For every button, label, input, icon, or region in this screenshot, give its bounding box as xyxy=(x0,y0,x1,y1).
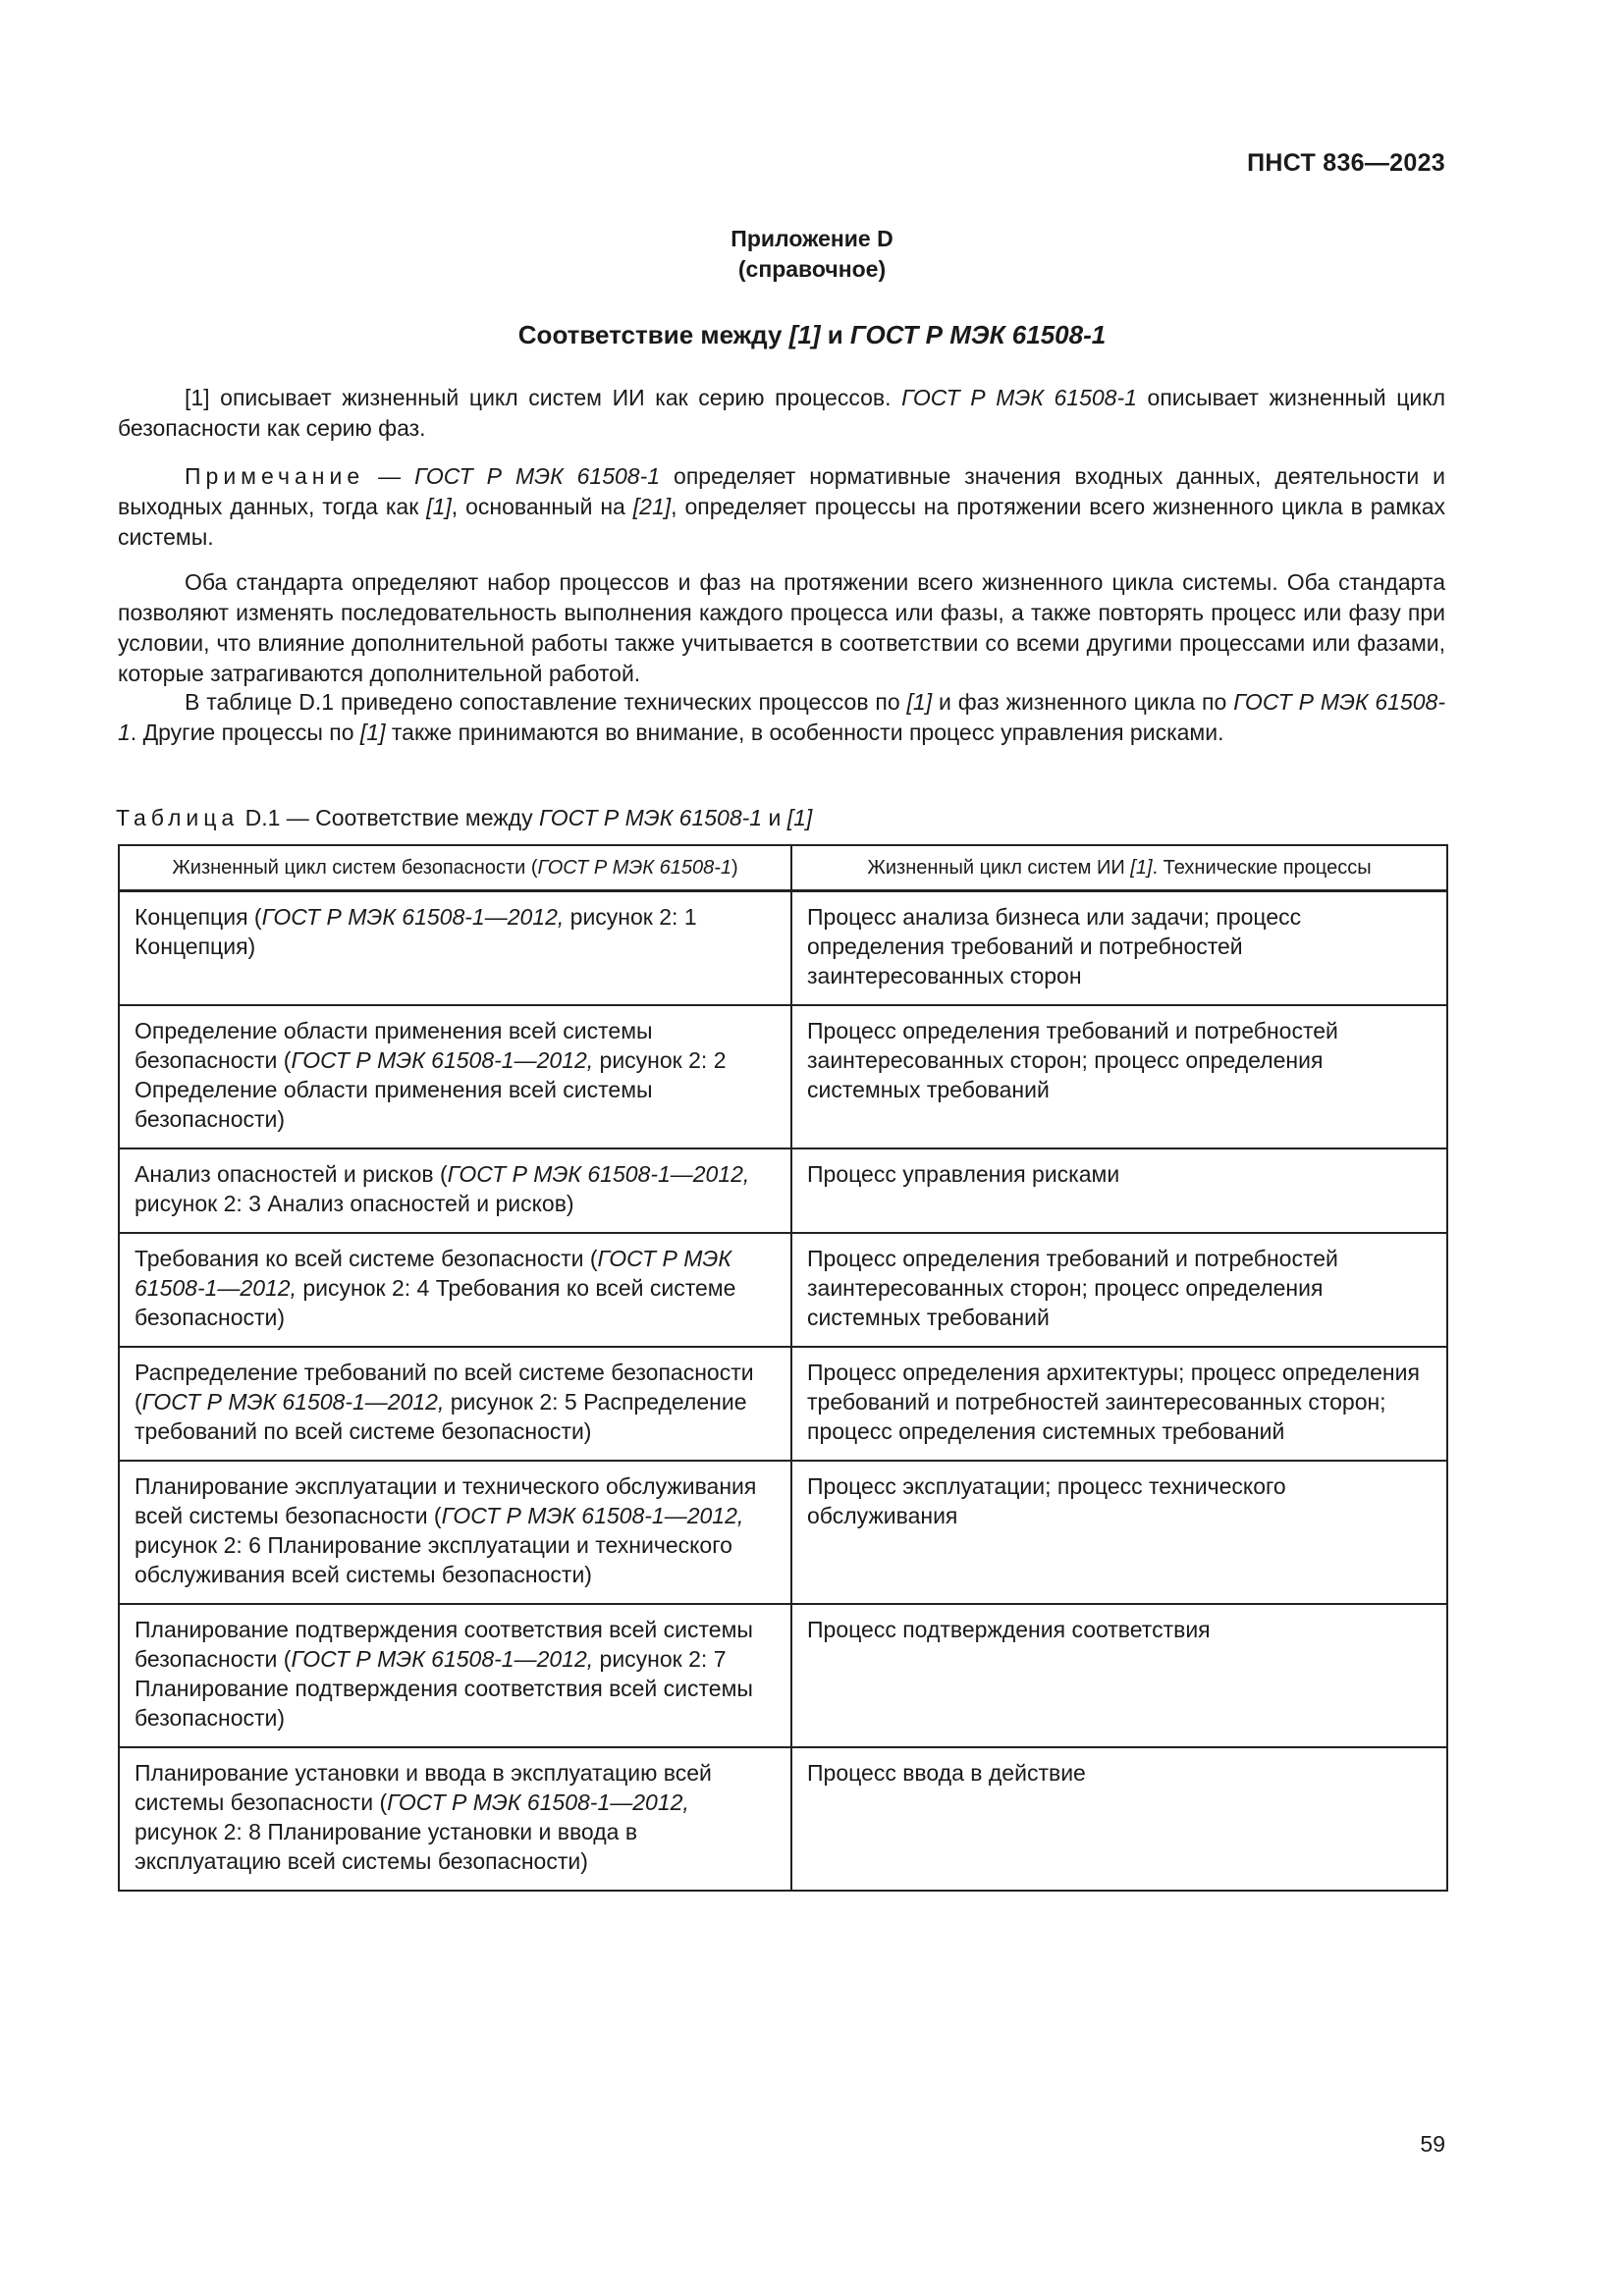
appendix-heading xyxy=(0,224,1624,285)
p4-text-a: В таблице D.1 приведено сопоставление технических процессов по xyxy=(185,689,907,715)
cell-text: рисунок 2: 6 Планирование эксплуатации и технического обслуживания всей системы безопасности) xyxy=(135,1532,732,1587)
ai-process-cell: Процесс определения требований и потребностей заинтересованных сторон; процесс определения системных требований xyxy=(791,1233,1447,1347)
p1-text-c: описывает жизненный цикл безопасности как серию фаз. xyxy=(118,385,1446,441)
table-caption-label: Таблица xyxy=(116,805,240,830)
document-code: ПНСТ 836—2023 xyxy=(1247,149,1445,177)
header2-ref: [1] xyxy=(1130,857,1153,879)
table-caption-std: ГОСТ Р МЭК 61508-1 xyxy=(538,805,763,830)
safety-lifecycle-cell xyxy=(119,1148,791,1233)
cell-std-ref: ГОСТ Р МЭК 61508-1—2012, xyxy=(291,1047,594,1073)
note-ref-21: [21] xyxy=(632,494,672,519)
cell-std-ref: ГОСТ Р МЭК 61508-1—2012, xyxy=(447,1161,750,1187)
table-caption-text: D.1 — Соответствие между xyxy=(239,805,539,830)
note-text-d: , основанный на xyxy=(451,494,633,519)
paragraph-standards: Оба стандарта определяют набор процессов и фаз на протяжении всего жизненного цикла системы. Оба стандарта позволяют изменять последовательность выполнения каждого процесса или фазы, а также повторять процесс или фазу при условии, что влияние дополнительной работы также учитывается в соответствии со всеми другими процессами или фазами, которые затрагиваются дополнительной работой. xyxy=(118,569,1445,686)
cell-std-ref: ГОСТ Р МЭК 61508-1—2012, xyxy=(387,1789,689,1815)
p4-std-ref: ГОСТ Р МЭК 61508-1 xyxy=(118,689,1445,745)
table-header-row xyxy=(119,845,1447,891)
appendix-label: Приложение D xyxy=(731,226,893,251)
cell-std-ref: ГОСТ Р МЭК 61508-1—2012, xyxy=(261,904,565,930)
cell-text: рисунок 2: 7 Планирование подтверждения соответствия всей системы безопасности) xyxy=(135,1646,753,1731)
cell-text: рисунок 2: 3 Анализ опасностей и рисков) xyxy=(135,1191,574,1216)
cell-text: рисунок 2: 4 Требования ко всей системе безопасности) xyxy=(135,1275,736,1330)
cell-text: рисунок 2: 8 Планирование установки и ввода в эксплуатацию всей системы безопасности) xyxy=(135,1819,638,1874)
table-row xyxy=(119,1005,1447,1148)
p1-text-a: [1] описывает жизненный цикл систем ИИ как серию процессов. xyxy=(185,385,902,410)
page-number: 59 xyxy=(1420,2131,1445,2157)
header1-c: ) xyxy=(731,857,738,879)
cell-std-ref: ГОСТ Р МЭК 61508-1—2012, xyxy=(141,1389,445,1415)
table-caption-ref: [1] xyxy=(786,805,813,830)
cell-text: рисунок 2: 2 Определение области применения всей системы безопасности) xyxy=(135,1047,727,1132)
cell-text: Распределение требований по всей системе безопасности ( xyxy=(135,1360,754,1415)
cell-text: Анализ опасностей и рисков ( xyxy=(135,1161,448,1187)
paragraph-intro xyxy=(118,383,1445,444)
safety-lifecycle-cell xyxy=(119,1747,791,1891)
appendix-type: (справочное) xyxy=(737,256,887,282)
safety-lifecycle-cell xyxy=(119,1604,791,1747)
note-std-ref: ГОСТ Р МЭК 61508-1 xyxy=(414,463,661,489)
header1-a: Жизненный цикл систем безопасности ( xyxy=(172,857,538,879)
note-text-f: , определяет процессы на протяжении всего жизненного цикла в рамках системы. xyxy=(118,494,1445,550)
ai-process-cell: Процесс определения требований и потребностей заинтересованных сторон; процесс определения системных требований xyxy=(791,1005,1447,1148)
cell-std-ref: ГОСТ Р МЭК 61508-1—2012, xyxy=(291,1646,594,1672)
cell-text: Определение области применения всей системы безопасности ( xyxy=(135,1018,653,1073)
table-row xyxy=(119,891,1447,1006)
table-row xyxy=(119,1747,1447,1891)
table-row xyxy=(119,1233,1447,1347)
p4-text-g: также принимаются во внимание, в особенности процесс управления рисками. xyxy=(385,720,1224,745)
cell-text: рисунок 2: 1 Концепция) xyxy=(135,904,697,959)
table-caption-and: и xyxy=(762,805,787,830)
p4-ref-1: [1] xyxy=(906,689,933,715)
section-title-mid: и xyxy=(820,320,850,349)
safety-lifecycle-cell xyxy=(119,1347,791,1461)
section-title xyxy=(0,320,1624,350)
p4-text-c: и фаз жизненного цикла по xyxy=(932,689,1234,715)
ai-process-cell: Процесс определения архитектуры; процесс определения требований и потребностей заинтересованных сторон; процесс определения системных требований xyxy=(791,1347,1447,1461)
paragraph-table-intro xyxy=(118,687,1445,748)
cell-std-ref: ГОСТ Р МЭК 61508-1—2012, xyxy=(135,1246,731,1301)
table-row xyxy=(119,1148,1447,1233)
ai-process-cell: Процесс подтверждения соответствия xyxy=(791,1604,1447,1747)
cell-text: Планирование подтверждения соответствия всей системы безопасности ( xyxy=(135,1617,753,1672)
cell-text: рисунок 2: 5 Распределение требований по всей системе безопасности) xyxy=(135,1389,747,1444)
header1-std: ГОСТ Р МЭК 61508-1 xyxy=(537,857,731,879)
table-row xyxy=(119,1347,1447,1461)
p1-std-ref: ГОСТ Р МЭК 61508-1 xyxy=(901,385,1137,410)
table-caption xyxy=(116,803,812,832)
ai-process-cell: Процесс анализа бизнеса или задачи; процесс определения требований и потребностей заинтересованных сторон xyxy=(791,891,1447,1006)
note-paragraph xyxy=(118,461,1445,553)
ai-process-cell: Процесс ввода в действие xyxy=(791,1747,1447,1891)
cell-std-ref: ГОСТ Р МЭК 61508-1—2012, xyxy=(441,1503,744,1528)
ai-process-cell: Процесс эксплуатации; процесс технического обслуживания xyxy=(791,1461,1447,1604)
note-text-b: определяет нормативные значения входных данных, деятельности и выходных данных, тогда как xyxy=(118,463,1446,519)
p4-ref-1b: [1] xyxy=(359,720,386,745)
safety-lifecycle-cell xyxy=(119,1461,791,1604)
section-title-ref: [1] xyxy=(788,320,821,349)
section-title-pre: Соответствие между xyxy=(517,320,789,349)
header-safety-lifecycle xyxy=(119,845,791,891)
note-ref-1: [1] xyxy=(426,494,452,519)
note-dash: — xyxy=(364,463,415,489)
p4-text-e: . Другие процессы по xyxy=(130,720,360,745)
table-row xyxy=(119,1604,1447,1747)
cell-text: Концепция ( xyxy=(135,904,262,930)
cell-text: Планирование установки и ввода в эксплуатацию всей системы безопасности ( xyxy=(135,1760,712,1815)
header2-a: Жизненный цикл систем ИИ xyxy=(867,857,1131,879)
note-label: Примечание xyxy=(185,463,365,489)
header-ai-lifecycle xyxy=(791,845,1447,891)
cell-text: Планирование эксплуатации и технического обслуживания всей системы безопасности ( xyxy=(135,1473,757,1528)
ai-process-cell: Процесс управления рисками xyxy=(791,1148,1447,1233)
header2-c: . Технические процессы xyxy=(1152,857,1372,879)
correspondence-table xyxy=(118,844,1448,1892)
cell-text: Требования ко всей системе безопасности ( xyxy=(135,1246,598,1271)
safety-lifecycle-cell xyxy=(119,1233,791,1347)
safety-lifecycle-cell xyxy=(119,891,791,1006)
section-title-std: ГОСТ Р МЭК 61508-1 xyxy=(849,320,1107,349)
table-row xyxy=(119,1461,1447,1604)
safety-lifecycle-cell xyxy=(119,1005,791,1148)
